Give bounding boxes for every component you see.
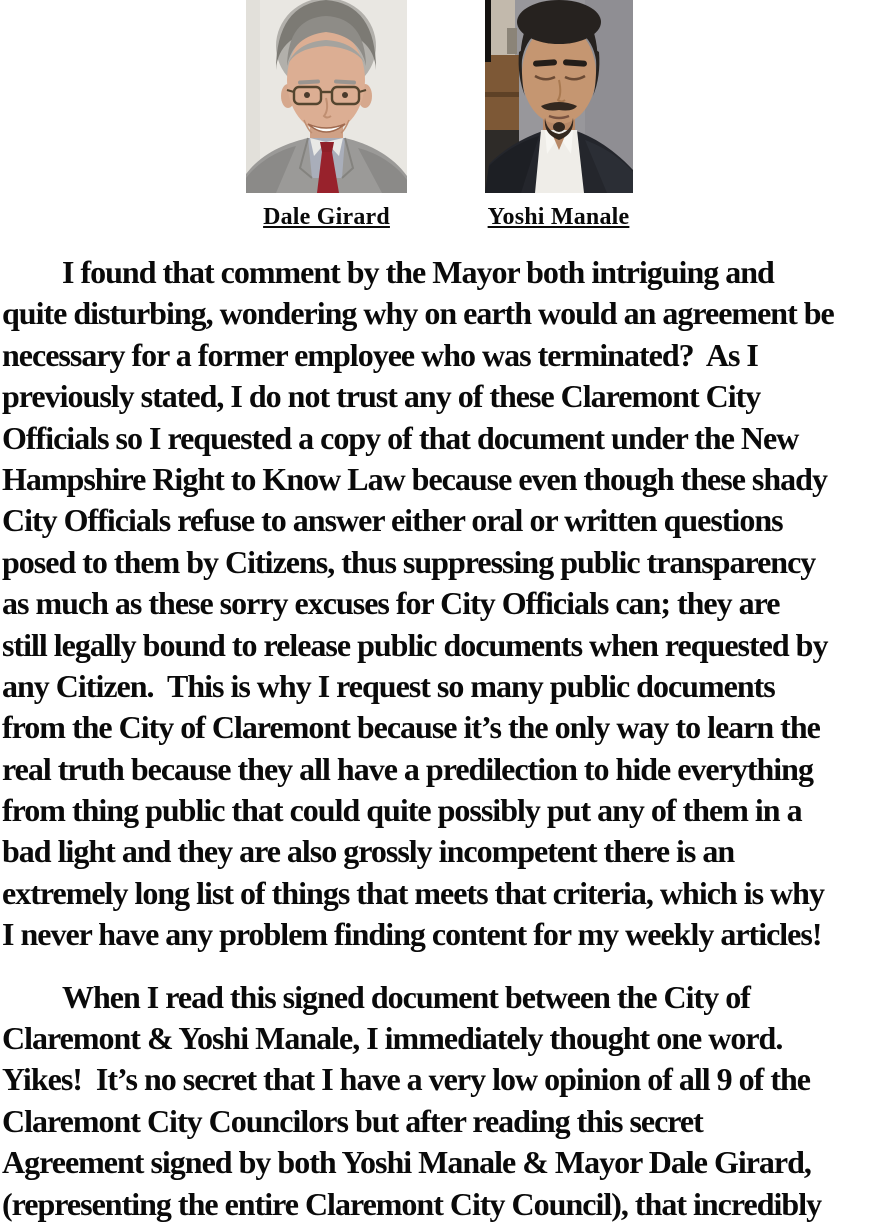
text-line: bad light and they are also grossly incompetent there is an	[2, 833, 735, 870]
text-line: (representing the entire Claremont City Council), that incredibly	[2, 1185, 822, 1222]
text-line: posed to them by Citizens, thus suppressing public transparency	[2, 543, 816, 580]
text-line: extremely long list of things that meets that criteria, which is why	[2, 874, 824, 911]
text-line: quite disturbing, wondering why on earth would an agreement be	[2, 295, 834, 332]
text-line: necessary for a former employee who was terminated? As I	[2, 336, 758, 373]
text-line: Claremont & Yoshi Manale, I immediately thought one word.	[2, 1020, 783, 1057]
text-line: City Officials refuse to answer either oral or written questions	[2, 502, 783, 539]
text-line: Officials so I requested a copy of that document under the New	[2, 419, 799, 456]
article-body	[2, 252, 880, 1224]
text-line: Agreement signed by both Yoshi Manale & Mayor Dale Girard,	[2, 1144, 811, 1181]
yoshi-manale-photo	[485, 0, 633, 193]
paragraph-2	[2, 977, 880, 1224]
text-line: still legally bound to release public documents when requested by	[2, 626, 828, 663]
text-line: I found that comment by the Mayor both intriguing and	[62, 254, 774, 290]
text-line: I never have any problem finding content for my weekly articles!	[2, 916, 822, 953]
text-line: real truth because they all have a predilection to hide everything	[2, 750, 813, 787]
text-line: previously stated, I do not trust any of these Claremont City	[2, 378, 761, 415]
text-line: as much as these sorry excuses for City Officials can; they are	[2, 585, 780, 622]
dale-girard-photo	[246, 0, 407, 193]
text-line: Yikes! It’s no secret that I have a very low opinion of all 9 of the	[2, 1061, 810, 1098]
text-line: any Citizen. This is why I request so many public documents	[2, 667, 775, 704]
caption-yoshi-manale: Yoshi Manale	[487, 204, 630, 230]
caption-dale-girard: Dale Girard	[263, 204, 390, 230]
text-line: from thing public that could quite possibly put any of them in a	[2, 792, 802, 829]
text-line: Claremont City Councilors but after reading this secret	[2, 1102, 703, 1139]
paragraph-1	[2, 252, 880, 956]
text-line: from the City of Claremont because it’s the only way to learn the	[2, 709, 820, 746]
text-line: When I read this signed document between the City of	[62, 978, 750, 1015]
text-line: Hampshire Right to Know Law because even though these shady	[2, 460, 827, 497]
